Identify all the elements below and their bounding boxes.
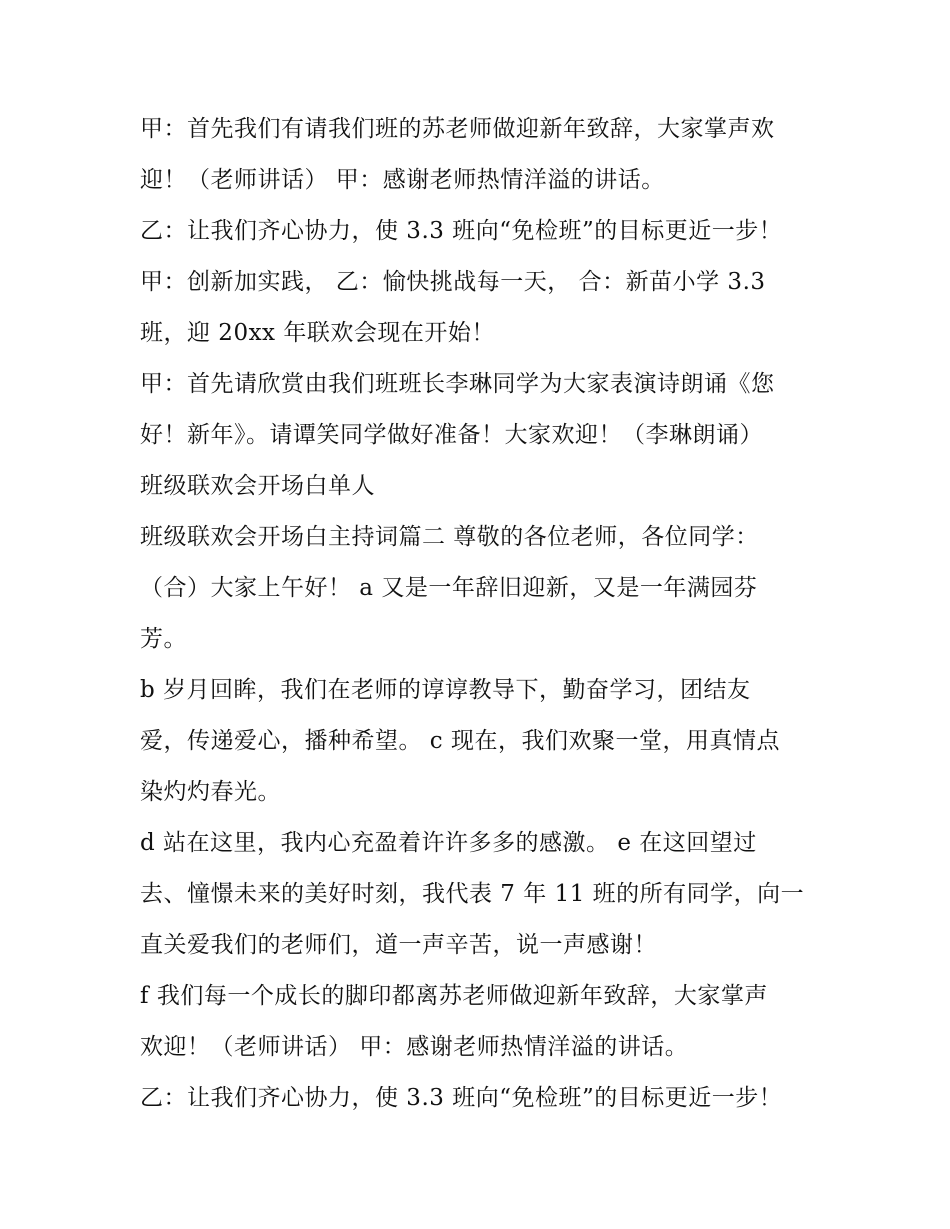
text-line: f 我们每一个成长的脚印都离苏老师做迎新年致辞，大家掌声	[140, 983, 768, 1009]
text-line: 甲：首先请欣赏由我们班班长李琳同学为大家表演诗朗诵《您	[140, 371, 775, 397]
text-line: d 站在这里，我内心充盈着许许多多的感激。 e 在这回望过	[140, 830, 757, 856]
text-line: 乙：让我们齐心协力，使 3.3 班向“免检班”的目标更近一步！	[140, 218, 783, 244]
text-line: （合）大家上午好！ a 又是一年辞旧迎新，又是一年满园芬	[140, 575, 758, 601]
text-line: 乙：让我们齐心协力，使 3.3 班向“免检班”的目标更近一步！	[140, 1085, 783, 1111]
text-line: 班级联欢会开场白主持词篇二 尊敬的各位老师，各位同学：	[140, 524, 759, 550]
section-heading: 班级联欢会开场白单人	[140, 473, 375, 499]
text-line: 芳。	[140, 626, 187, 652]
text-line: 迎！（老师讲话） 甲：感谢老师热情洋溢的讲话。	[140, 167, 665, 193]
text-line: 欢迎！（老师讲话） 甲：感谢老师热情洋溢的讲话。	[140, 1034, 689, 1060]
text-line: 甲：创新加实践， 乙：愉快挑战每一天， 合：新苗小学 3.3	[140, 269, 766, 295]
text-line: 直关爱我们的老师们，道一声辛苦，说一声感谢！	[140, 932, 657, 958]
text-line: 班，迎 20xx 年联欢会现在开始！	[140, 320, 495, 346]
document-body	[140, 104, 830, 1124]
text-line: b 岁月回眸，我们在老师的谆谆教导下，勤奋学习，团结友	[140, 677, 751, 703]
text-line: 甲：首先我们有请我们班的苏老师做迎新年致辞，大家掌声欢	[140, 116, 775, 142]
text-line: 染灼灼春光。	[140, 779, 281, 805]
text-line: 好！新年》。请谭笑同学做好准备！大家欢迎！（李琳朗诵）	[140, 422, 763, 448]
text-line: 去、憧憬未来的美好时刻，我代表 7 年 11 班的所有同学，向一	[140, 881, 805, 907]
text-line: 爱，传递爱心，播种希望。 c 现在，我们欢聚一堂，用真情点	[140, 728, 781, 754]
